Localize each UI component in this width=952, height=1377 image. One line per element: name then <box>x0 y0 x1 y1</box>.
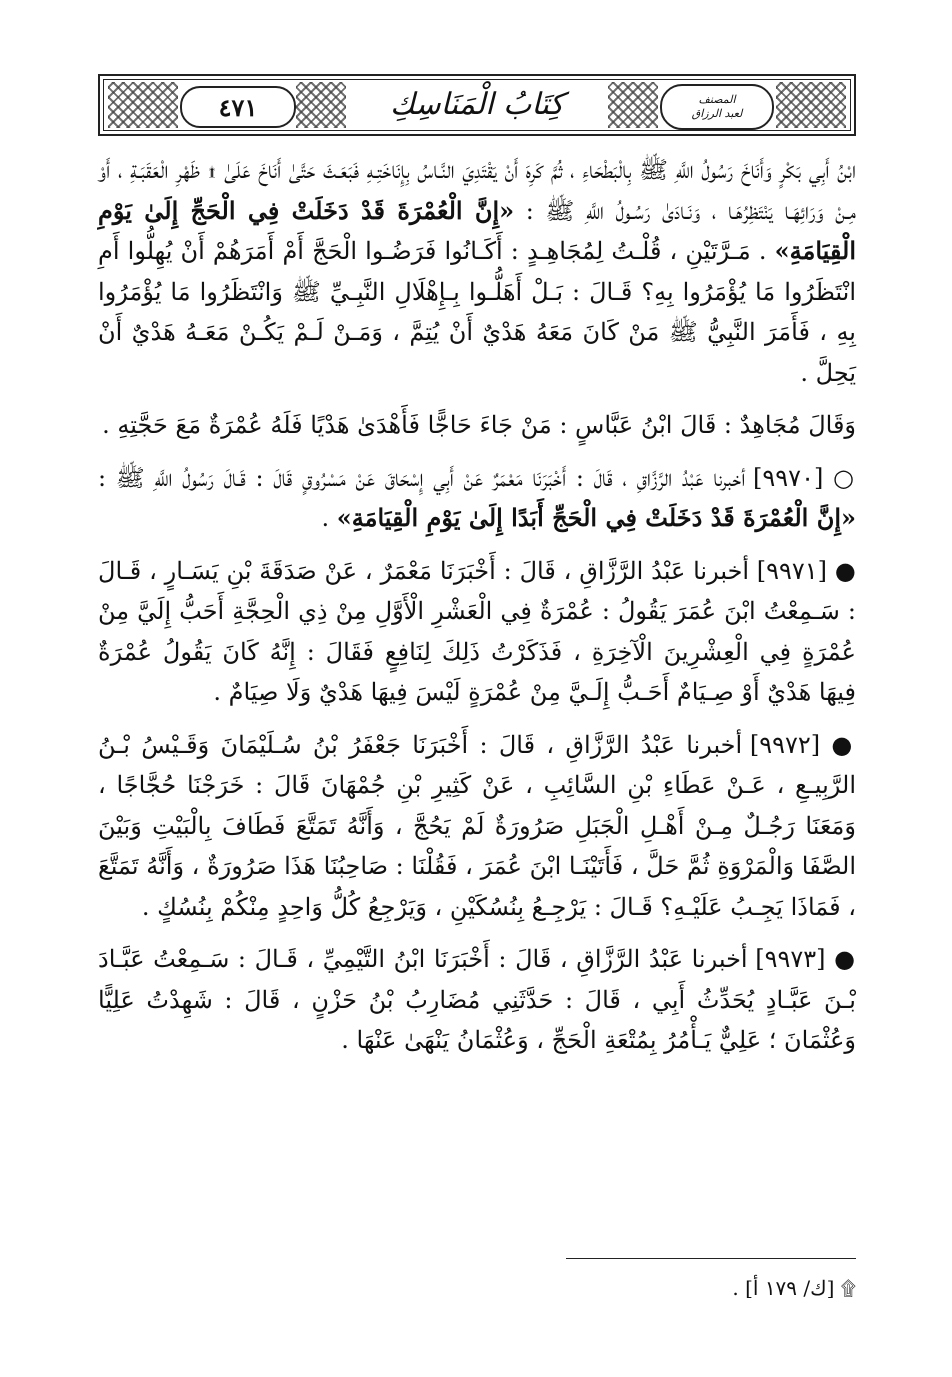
text-segment: ● [٩٩٧٢] أخبرنا عَبْدُ الرَّزَّاقِ ، قَالَ : أَخْبَرَنَا جَعْفَرُ بْنُ سُـلَيْمَانَ وَقَـيْسُ بْـنُ الرَّبِيـعِ ، عَـنْ عَطَاءِ بْنِ السَّائِبِ ، عَنْ كَثِيرِ بْنِ جُمْهَانَ قَالَ : خَرَجْنَا حُجَّاجًا ، وَمَعَنَا رَجُـلٌ مِـنْ أَهْـلِ الْجَبَلِ صَرُورَةٌ لَمْ يَحُجَّ ، وَأَنَّهُ تَمَتَّعَ فَطَافَ بِالْبَيْتِ وَبَيْنَ الصَّفَا وَالْمَرْوَةِ ثُمَّ حَلَّ ، فَأَتَيْنَـا ابْنَ عُمَرَ ، فَقُلْنَا : صَاحِبُنَا هَذَا صَرُورَةٌ ، وَأَنَّهُ تَمَتَّعَ ، فَمَاذَا يَجِـبُ عَلَيْـهِ؟ قَـالَ : يَرْجِـعُ بِنُسُكَيْنِ ، وَيَرْجِعُ كُلُّ وَاحِدٍ مِنْكُمْ بِنُسُكٍ . <box>98 730 856 921</box>
running-header <box>98 74 856 136</box>
ornament-right-inner <box>608 82 658 128</box>
footnote: ۩ [ك/ ١٧٩ أ] . <box>732 1276 856 1300</box>
seal-line-1: المصنف <box>698 93 736 106</box>
text-segment: . مَـرَّتَيْنِ ، قُلْـتُ لِمُجَاهِـدٍ : أَكَـانُوا فَرَضُـوا الْحَجَّ أَمْ أَمَرَهُمْ أَنْ يُهِلُّوا أَمِ انْتَظَرُوا مَا يُؤْمَرُوا بِهِ؟ قَـالَ : بَـلْ أَهَلُّـوا بِـإِهْلَالِ النَّبِـيِّ ﷺ وَانْتَظَرُوا مَا يُؤْمَرُوا بِهِ ، فَأَمَرَ النَّبِيُّ ﷺ مَنْ كَانَ مَعَهُ هَدْيٌ أَنْ يُتِمَّ ، وَمَـنْ لَـمْ يَكُـنْ مَعَـهُ هَدْيٌ أَنْ يَحِلَّ . <box>98 237 856 387</box>
ornament-left-inner <box>296 82 346 128</box>
paragraph <box>98 150 856 393</box>
main-text <box>98 150 856 1073</box>
book-seal-logo <box>660 84 774 130</box>
footnote-divider <box>566 1258 856 1259</box>
seal-line-2: لعبد الرزاق <box>691 107 743 120</box>
page-number: ٤٧١ <box>180 86 296 128</box>
text-segment: ○ [٩٩٧٠] أخبرنا عَبْدُ الرَّزَّاقِ ، قَالَ : أَخْبَرَنَا مَعْمَرٌ عَنْ أَبِي إِسْحَاقَ عَنْ مَسْرُوقٍ قَالَ : قَـالَ رَسُولُ اللَّهِ ﷺ : <box>98 463 857 492</box>
hadith-quote: «إِنَّ الْعُمْرَةَ قَدْ دَخَلَتْ فِي الْحَجِّ أَبَدًا إِلَىٰ يَوْمِ الْقِيَامَةِ» <box>336 503 856 532</box>
paragraph <box>98 458 856 539</box>
ornament-left-outer <box>108 82 178 128</box>
text-segment: ● [٩٩٧١] أخبرنا عَبْدُ الرَّزَّاقِ ، قَالَ : أَخْبَرَنَا مَعْمَرٌ ، عَنْ صَدَقَةَ بْنِ يَسَـارٍ ، قَـالَ : سَـمِعْتُ ابْنَ عُمَرَ يَقُولُ : عُمْرَةٌ فِي الْعَشْرِ الْأَوَّلِ مِنْ ذِي الْحِجَّةِ أَحَبُّ إِلَيَّ مِنْ عُمْرَةٍ فِي الْعِشْرِينَ الْآخِرَةِ ، فَذَكَرْتُ ذَلِكَ لِنَافِعٍ فَقَالَ : إِنَّهُ كَانَ يَقُولُ عُمْرَةٌ فِيهَا هَدْيٌ أَوْ صِـيَامٌ أَحَـبُّ إِلَـيَّ مِنْ عُمْرَةٍ لَيْسَ فِيهَا هَدْيٌ وَلَا صِيَامٌ . <box>98 556 856 706</box>
paragraph <box>98 725 856 928</box>
text-segment: وَقَالَ مُجَاهِدٌ : قَالَ ابْنُ عَبَّاسٍ : مَنْ جَاءَ حَاجًّا فَأَهْدَىٰ هَدْيًا فَلَهُ عُمْرَةٌ مَعَ حَجَّتِهِ . <box>102 411 856 439</box>
ornament-right-outer <box>776 82 846 128</box>
paragraph <box>98 405 856 446</box>
paragraph <box>98 551 856 713</box>
hadith-quote: «إِنَّ الْعُمْرَةَ قَدْ دَخَلَتْ فِي الْحَجِّ إِلَىٰ يَوْمِ الْقِيَامَةِ» <box>98 195 856 265</box>
text-segment: . <box>321 504 337 532</box>
book-title: كِتَابُ الْمَنَاسِكِ <box>390 86 564 122</box>
text-segment: ● [٩٩٧٣] أخبرنا عَبْدُ الرَّزَّاقِ ، قَالَ : أَخْبَرَنَا ابْنُ التَّيْمِيِّ ، قَـالَ : سَـمِعْتُ عَبَّـادَ بْـنَ عَبَّـادٍ يُحَدِّثُ أَبِي ، قَالَ : حَدَّثَنِي مُضَارِبُ بْنُ حَزْنٍ ، قَالَ : شَهِدْتُ عَلِيًّا وَعُثْمَانَ ؛ عَلِيٌّ يَـأْمُرُ بِمُتْعَةِ الْحَجِّ ، وَعُثْمَانُ يَنْهَىٰ عَنْهَا . <box>98 945 857 1054</box>
text-segment: ابْنُ أَبِي بَكْرٍ وَأَنَاخَ رَسُولُ اللَّهِ ﷺ بِالْبَطْحَاءِ ، ثُمَّ كَرِهَ أَنْ يَقْتَدِيَ النَّـاسُ بِإِنَاخَتِـهِ فَبَعَـثَ حَتَّىٰ أَنَاخَ عَلَىٰ ۩ ظَهْرِ الْعَقَبَـةِ ، أَوْ مِـنْ وَرَائِهَـا يَنْتَظِرُهَـا ، وَنَـادَىٰ رَسُـولُ اللَّهِ ﷺ : <box>98 156 856 225</box>
paragraph <box>98 939 856 1061</box>
